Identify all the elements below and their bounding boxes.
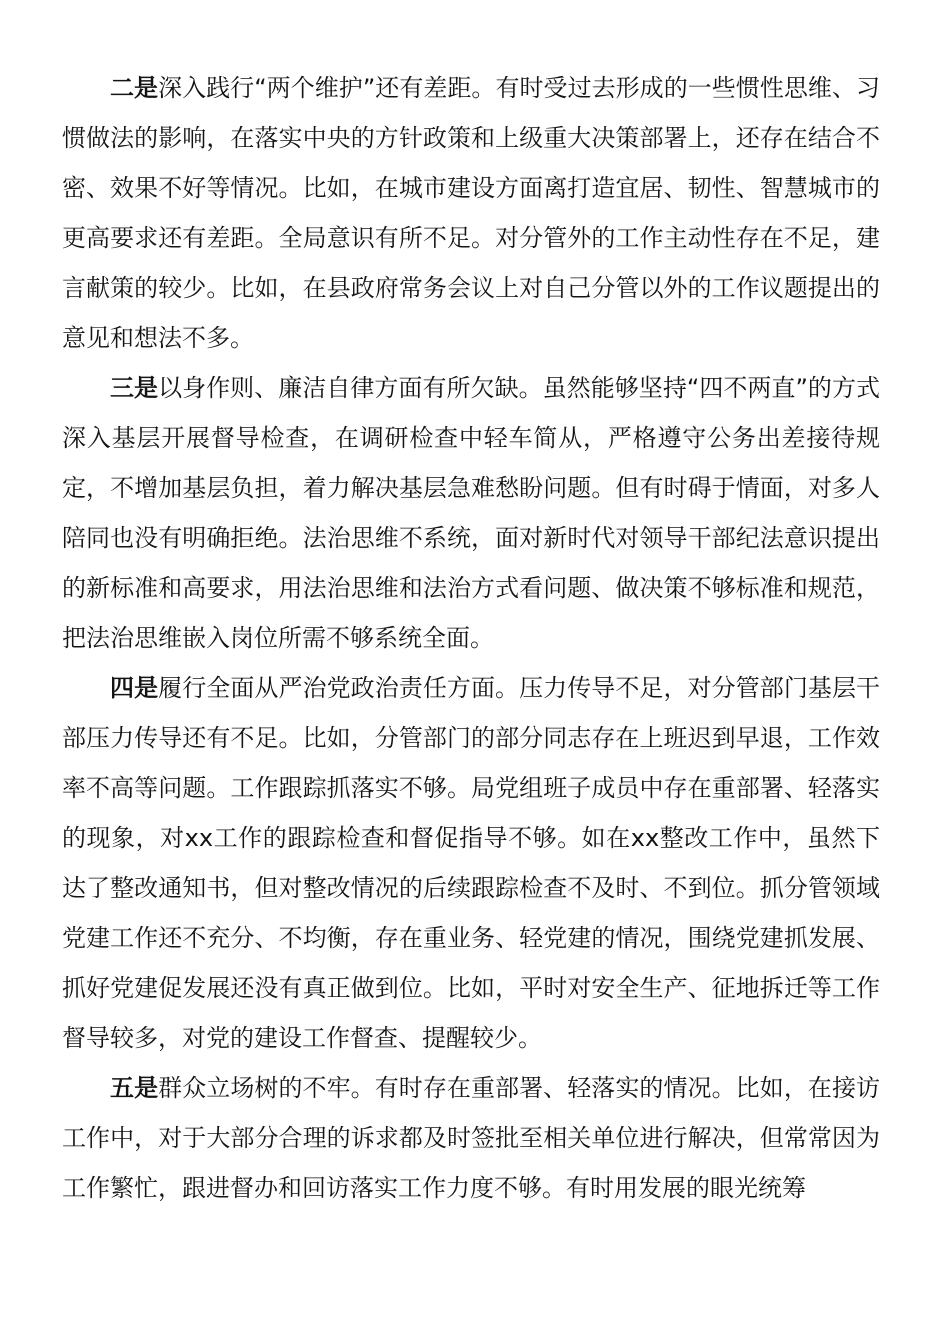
paragraph-two xyxy=(62,63,880,363)
paragraph-lead: 二是 xyxy=(110,74,159,102)
paragraph-text: 履行全面从严治党政治责任方面。压力传导不足，对分管部门基层干部压力传导还有不足。比如，分管部门的部分同志存在上班迟到早退，工作效率不高等问题。工作跟踪抓落实不够。局党组班子成员中存在重部署、轻落实的现象，对xx工作的跟踪检查和督促指导不够。如在xx整改工作中，虽然下达了整改通知书，但对整改情况的后续跟踪检查不及时、不到位。抓分管领域党建工作还不充分、不均衡，存在重业务、轻党建的情况，围绕党建抓发展、抓好党建促发展还没有真正做到位。比如，平时对安全生产、征地拆迁等工作督导较多，对党的建设工作督查、提醒较少。 xyxy=(62,674,881,1052)
paragraph-lead: 四是 xyxy=(110,674,159,702)
document-body xyxy=(62,63,880,1213)
paragraph-text: 群众立场树的不牢。有时存在重部署、轻落实的情况。比如，在接访工作中，对于大部分合理的诉求都及时签批至相关单位进行解决，但常常因为工作繁忙，跟进督办和回访落实工作力度不够。有时用发展的眼光统筹 xyxy=(62,1074,881,1202)
paragraph-lead: 三是 xyxy=(110,374,159,402)
paragraph-lead: 五是 xyxy=(110,1074,159,1102)
paragraph-three xyxy=(62,363,880,663)
paragraph-text: 以身作则、廉洁自律方面有所欠缺。虽然能够坚持“四不两直”的方式深入基层开展督导检查，在调研检查中轻车简从，严格遵守公务出差接待规定，不增加基层负担，着力解决基层急难愁盼问题。但有时碍于情面，对多人陪同也没有明确拒绝。法治思维不系统，面对新时代对领导干部纪法意识提出的新标准和高要求，用法治思维和法治方式看问题、做决策不够标准和规范，把法治思维嵌入岗位所需不够系统全面。 xyxy=(62,374,880,652)
paragraph-five xyxy=(62,1063,880,1213)
paragraph-four xyxy=(62,663,880,1063)
paragraph-text: 深入践行“两个维护”还有差距。有时受过去形成的一些惯性思维、习惯做法的影响，在落实中央的方针政策和上级重大决策部署上，还存在结合不密、效果不好等情况。比如，在城市建设方面离打造宜居、韧性、智慧城市的更高要求还有差距。全局意识有所不足。对分管外的工作主动性存在不足，建言献策的较少。比如，在县政府常务会议上对自己分管以外的工作议题提出的意见和想法不多。 xyxy=(62,74,880,352)
